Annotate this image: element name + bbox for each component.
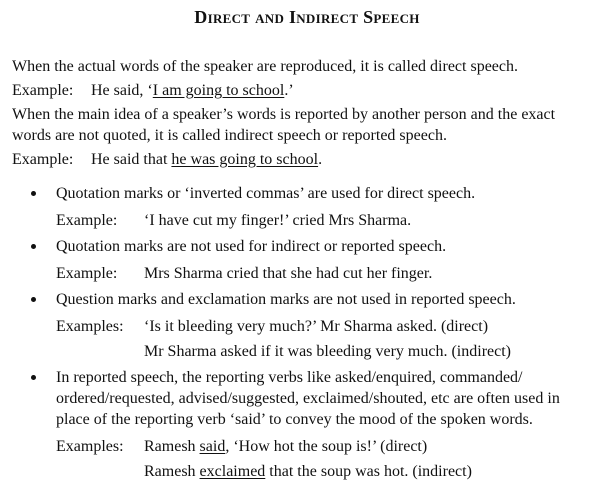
bullet-example (56, 210, 596, 231)
bullet-example-indirect: Mr Sharma asked if it was bleeding very much. (indirect) (144, 343, 511, 360)
example-label: Examples: (56, 318, 124, 335)
bullet-text: Question marks and exclamation marks are not used in reported speech. (56, 291, 516, 308)
example-text-pre: He said, ‘ (91, 82, 153, 99)
underlined-phrase: he was going to school (171, 151, 319, 168)
bullet-example (56, 316, 596, 337)
example-text-pre: Ramesh (144, 463, 200, 480)
example-text: Mrs Sharma cried that she had cut her finger. (144, 265, 433, 282)
direct-speech-example (12, 80, 602, 101)
example-text (91, 149, 602, 170)
bullet-item (31, 183, 596, 231)
example-label: Example: (12, 82, 74, 99)
example-label: Examples: (56, 438, 124, 455)
bullet-icon (31, 375, 36, 380)
bullet-item (31, 289, 596, 362)
example-text (144, 436, 596, 457)
example-label: Example: (12, 151, 74, 168)
underlined-phrase: I am going to school (152, 82, 285, 99)
bullet-example (56, 263, 596, 284)
bullet-text: Quotation marks or ‘inverted commas’ are used for direct speech. (56, 185, 476, 202)
indirect-speech-example (12, 149, 602, 170)
example-text-pre: Ramesh (144, 438, 200, 455)
bullet-icon (31, 244, 36, 249)
bullet-icon (31, 191, 36, 196)
bullet-item (31, 367, 596, 482)
direct-speech-definition: When the actual words of the speaker are reproduced, it is called direct speech. (12, 58, 518, 75)
document-page (12, 0, 602, 170)
example-text-pre: He said that (91, 151, 172, 168)
underlined-word: said (199, 438, 226, 455)
example-text-post: . (318, 151, 323, 168)
bullet-icon (31, 297, 36, 302)
bullet-example-indirect (56, 461, 596, 482)
bullet-text: In reported speech, the reporting verbs like asked/enquired, commanded/ ordered/requested, advised/suggested, exclaimed/shouted, etc are often used in place of the reporting verb ‘said’ to convey the mood of the spoken words. (56, 369, 560, 428)
bullet-item (31, 236, 596, 284)
underlined-word: exclaimed (199, 463, 266, 480)
example-text: ‘Is it bleeding very much?’ Mr Sharma asked. (direct) (144, 318, 489, 335)
example-text (91, 80, 602, 101)
bullet-list (31, 183, 596, 482)
example-text-post: , ‘How hot the soup is!’ (direct) (225, 438, 428, 455)
example-label: Example: (56, 265, 118, 282)
example-text-post: that the soup was hot. (indirect) (265, 463, 472, 480)
example-text: ‘I have cut my finger!’ cried Mrs Sharma. (144, 212, 412, 229)
bullet-example (56, 436, 596, 457)
bullet-text: Quotation marks are not used for indirect or reported speech. (56, 238, 447, 255)
example-label: Example: (56, 212, 118, 229)
page-title: Direct and Indirect Speech (194, 7, 420, 27)
example-text-post: .’ (284, 82, 294, 99)
indirect-speech-definition: When the main idea of a speaker’s words is reported by another person and the exact words are not quoted, it is called indirect speech or reported speech. (12, 106, 556, 144)
